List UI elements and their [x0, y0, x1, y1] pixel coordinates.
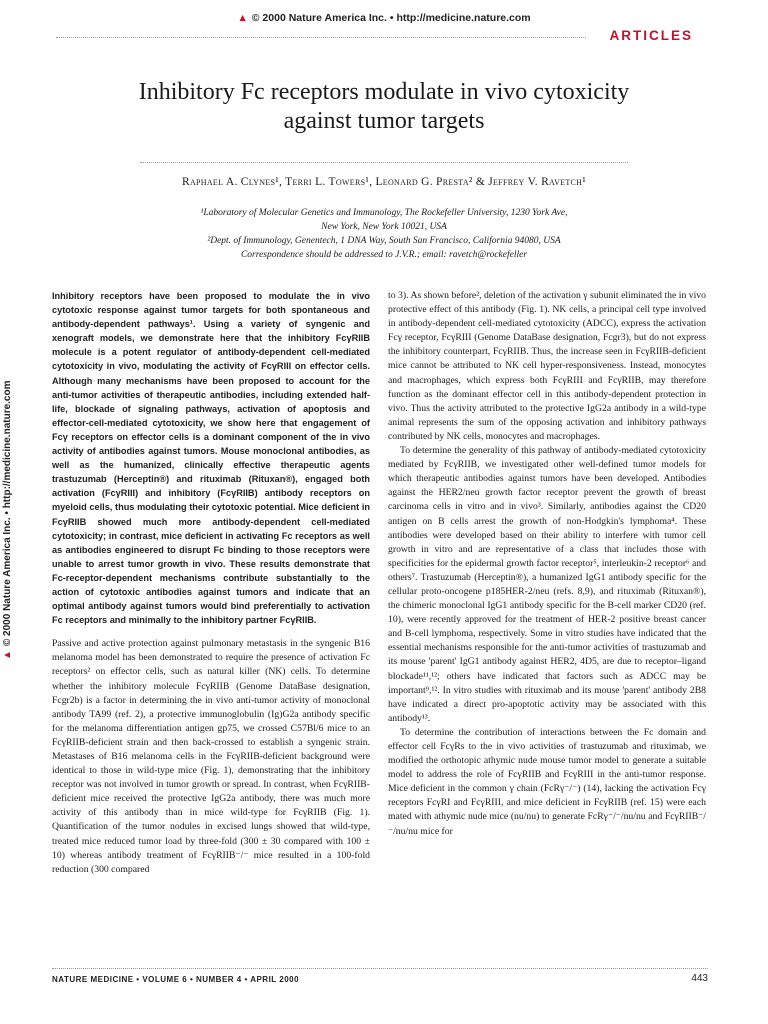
banner-text: © 2000 Nature America Inc. • http://medicine.nature.com: [251, 12, 531, 24]
body-paragraph: To determine the contribution of interactions between the Fc domain and effector cell FcγRs to the in vivo activities of trastuzumab and rituximab, we modified the orthotopic athymic nude mouse tumor model to generate a suitable model to address the role of FcγRIIB and FcγRIII in the anti-tumor response. Mice deficient in the common γ chain (FcRγ⁻/⁻) (14), lacking the activation Fcγ receptors FcγRI and FcγRIII, and mice deficient in FcγRIIB (ref. 15) were each mated with athymic nude mice (nu/nu) to generate FcRγ⁻/⁻/nu/nu and FcγRIIB⁻/⁻/nu/nu mice for: [388, 726, 706, 837]
nature-america-side-logo-icon: ▲: [2, 650, 13, 660]
abstract: Inhibitory receptors have been proposed to modulate the in vivo cytotoxic response against tumor targets for both spontaneous and antibody-dependent pathways¹. Using a variety of syngenic and xenograft models, we demonstrate here that the inhibitory FcγRIIB molecule is a potent regulator of antibody-dependent cell-mediated cytotoxicity in vivo, modulating the activity of FcγRIII on effector cells. Although many mechanisms have been proposed to account for the anti-tumor activities of therapeutic antibodies, including extended half-life, blockade of signaling pathways, activation of apoptosis and effector-cell-mediated cytotoxicity, we show here that engagement of Fcγ receptors on effector cells is a dominant component of the in vivo activity of antibodies against tumors. Mouse monoclonal antibodies, as well as the humanized, clinically effective therapeutic agents trastuzumab (Herceptin®) and rituximab (Rituxan®), engaged both activation (FcγRIII) and inhibitory (FcγRIIB) antibody receptors on myeloid cells, thus modulating their cytotoxic potential. Mice deficient in FcγRIIB showed much more antibody-dependent cell-mediated cytotoxicity; in contrast, mice deficient in activating Fc receptors as well as antibodies engineered to disrupt Fc binding to those receptors were unable to arrest tumor growth in vivo. These results demonstrate that Fc-receptor-dependent mechanisms contribute substantially to the action of cytotoxic antibodies against tumors and indicate that an optimal antibody against tumors would bind preferentially to activation Fc receptors and minimally to the inhibitory partner FcγRIIB.: [52, 291, 370, 626]
journal-footer: NATURE MEDICINE • VOLUME 6 • NUMBER 4 • APRIL 2000: [52, 975, 300, 984]
copyright-banner: [0, 12, 768, 24]
body-paragraph: to 3). As shown before², deletion of the activation γ subunit eliminated the in vivo protective effect of this antibody (Fig. 1). NK cells, a principal cell type involved in antibody-dependent cell-mediated cytotoxicity (ADCC), express the activation Fcγ receptor, FcγRIII (Genome DataBase designation, Fcgr3), but do not express the inhibitory counterpart, FcγRIIB. Thus, the increase seen in FcγRIIB-deficient mice cannot be attributed to NK cell hyper-responsiveness. Instead, monocytes and macrophages, which express both FcγRIII and FcγRIIB, may therefore function as the dominant effector cell in this antibody-dependent protection in vivo. Thus the activity attributed to the protective IgG2a antibody in a wild-type animal represents the sum of the opposing activation and inhibitory pathways contributed by NK cells, monocytes and macrophages.: [388, 290, 706, 442]
title-line-2: against tumor targets: [283, 108, 485, 134]
title-divider: [140, 162, 628, 163]
footer-divider: [52, 968, 708, 969]
page-number: 443: [691, 973, 708, 984]
affiliation-1: ¹Laboratory of Molecular Genetics and Immunology, The Rockefeller University, 1230 York Ave,: [200, 208, 568, 218]
title-line-1: Inhibitory Fc receptors modulate in vivo cytoxicity: [138, 79, 630, 105]
body-paragraph: To determine the generality of this pathway of antibody-mediated cytotoxicity mediated by FcγRIIB, we investigated other well-defined tumor models for which therapeutic antibodies against tumors have been developed. Antibodies against the HER2/neu growth factor receptor prevent the growth of breast carcinoma cells in vitro and in vivo³. Similarly, antibodies against the CD20 antigen on B cells arrest the growth of non-Hodgkin's lymphoma⁴. These antibodies were developed based on their ability to interfere with tumor cell growth in vitro and are representative of a class that includes those with specificities for the epidermal growth factor receptor⁵, interleukin-2 receptor⁶ and others⁷. Trastuzumab (Herceptin®), a humanized IgG1 antibody specific for the cellular proto-oncogene p185HER-2/neu (refs. 8,9), and rituximab (Rituxan®), the chimeric monoclonal IgG1 antibody specific for the B-cell marker CD20 (ref. 10), were recently approved for the treatment of HER-2 positive breast cancer and B-cell lymphoma, respectively. Some in vitro studies have indicated that the essential mechanisms responsible for the anti-tumor activities of trastuzumab and its mouse 'parent' IgG1 antibody against HER2, 4D5, are due to receptor–ligand blockade¹¹,¹²; others have indicated that factors such as ADCC may be important⁹,¹². In vitro studies with rituximab and its mouse 'parent' antibody 2B8 have indicated a direct pro-apoptotic activity may be associated with this antibody¹³.: [388, 445, 706, 724]
left-column: [52, 289, 370, 877]
affiliations: [120, 206, 648, 262]
author-list: Raphael A. Clynes¹, Terri L. Towers¹, Leonard G. Presta² & Jeffrey V. Ravetch¹: [181, 176, 587, 188]
body-paragraph: Passive and active protection against pulmonary metastasis in the syngenic B16 melanoma model has been demonstrated to require the presence of activation Fc receptors² on effector cells, such as natural killer (NK) cells. To determine whether the inhibitory molecule FcγRIIB (Genome DataBase designation, Fcgr2b) is a factor in determining the in vivo anti-tumor activity of monoclonal antibody TA99 (ref. 2), a protective immunoglobulin (Ig)G2a antibody specific for the melanoma differentiation antigen gp75, we crossed C57Bl/6 mice to an FcγRIIB-deficient strain and then back-crossed to establish a syngenic strain. Metastases of B16 melanoma cells in the FcγRIIB-deficient background were identical to those in wild-type mice (Fig. 1), demonstrating that the inhibitory receptor was not involved in tumor growth or spread. In contrast, when FcγRIIB-deficient mice received the protective IgG2a antibody, there was much more activity of this antibody than in mice wild-type for FcγRIIB (Fig. 1). Quantification of the tumor nodules in excised lungs showed that wild-type, treated mice reduced tumor load by three-fold (300 ± 30 compared with 100 ± 10) whereas antibody treatment of FcγRIIB⁻/⁻ mice resulted in a 100-fold reduction (300 compared: [52, 638, 370, 875]
right-column: [388, 289, 706, 839]
top-divider: [56, 37, 586, 38]
correspondence: Correspondence should be addressed to J.V.R.; email: ravetch@rockefeller: [240, 250, 528, 260]
article-title: [60, 78, 708, 136]
nature-america-logo-icon: ▲: [237, 12, 248, 24]
side-copyright-text: © 2000 Nature America Inc. • http://medicine.nature.com: [2, 380, 13, 647]
side-copyright: [2, 380, 18, 660]
affiliation-2: ²Dept. of Immunology, Genentech, 1 DNA Way, South San Francisco, California 94080, USA: [207, 236, 561, 246]
section-label: ARTICLES: [609, 28, 693, 43]
affiliation-1b: New York, New York 10021, USA: [321, 222, 447, 232]
